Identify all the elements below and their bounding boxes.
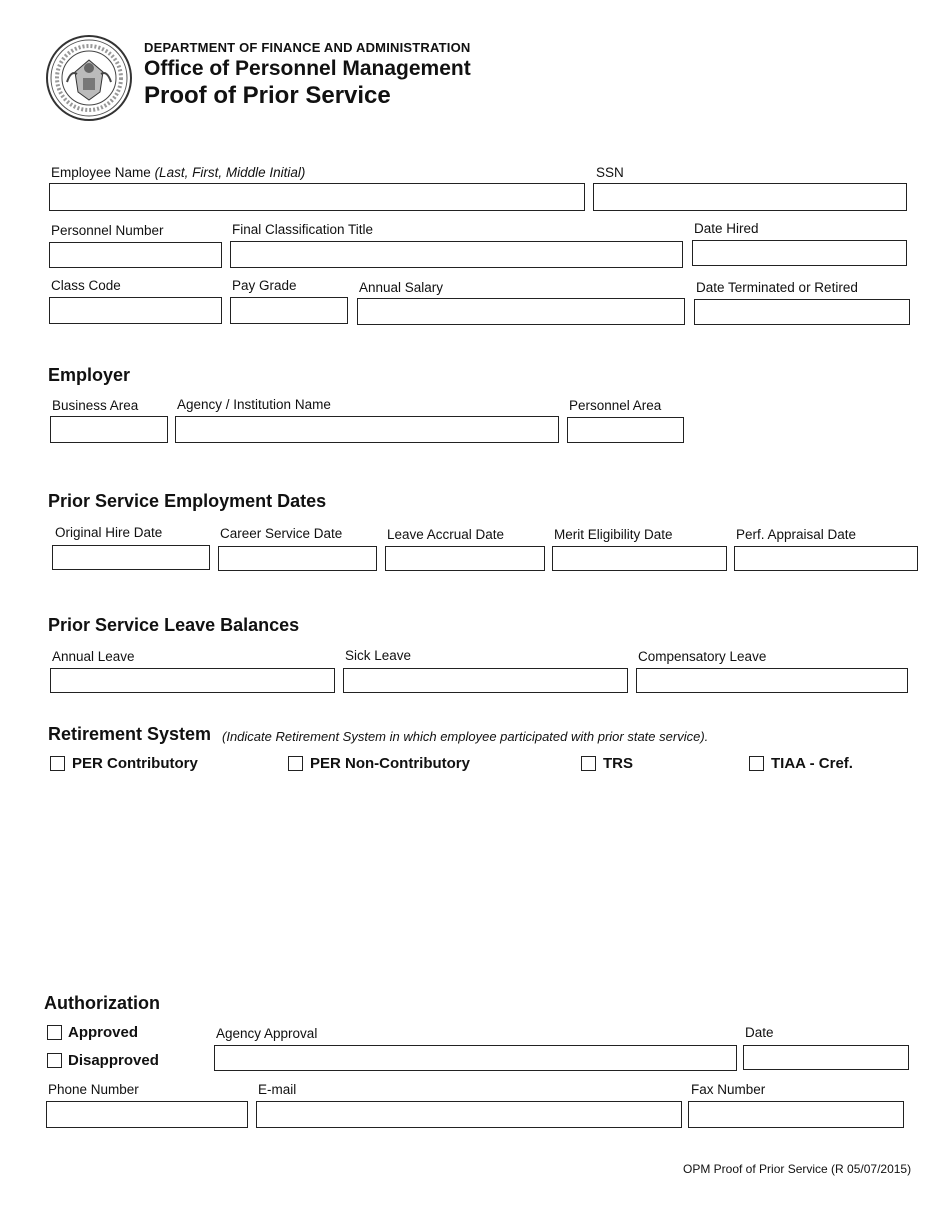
- fax-number-label: Fax Number: [691, 1082, 766, 1097]
- agency-approval-label: Agency Approval: [216, 1026, 318, 1041]
- date-terminated-label: Date Terminated or Retired: [696, 280, 858, 295]
- compensatory-leave-input[interactable]: [636, 668, 908, 693]
- tiaa-cref-label: TIAA - Cref.: [771, 755, 853, 772]
- perf-appraisal-input[interactable]: [734, 546, 918, 571]
- career-service-input[interactable]: [218, 546, 377, 571]
- business-area-input[interactable]: [50, 416, 168, 443]
- disapproved-checkbox[interactable]: [47, 1053, 62, 1068]
- merit-eligibility-label: Merit Eligibility Date: [554, 527, 673, 542]
- authorization-heading: Authorization: [44, 993, 160, 1013]
- retirement-note: (Indicate Retirement System in which employee participated with prior state service).: [222, 729, 709, 744]
- merit-eligibility-input[interactable]: [552, 546, 727, 571]
- pay-grade-input[interactable]: [230, 297, 348, 324]
- employer-heading: Employer: [48, 365, 131, 385]
- original-hire-label: Original Hire Date: [55, 525, 163, 540]
- employment-dates-heading: Prior Service Employment Dates: [48, 491, 327, 511]
- email-label: E-mail: [258, 1082, 297, 1097]
- employee-name-input[interactable]: [49, 183, 585, 211]
- career-service-label: Career Service Date: [220, 526, 343, 541]
- agency-name-label: Agency / Institution Name: [177, 397, 331, 412]
- annual-leave-input[interactable]: [50, 668, 335, 693]
- compensatory-leave-label: Compensatory Leave: [638, 649, 767, 664]
- annual-leave-label: Annual Leave: [52, 649, 135, 664]
- form-title: Proof of Prior Service: [144, 82, 391, 109]
- state-seal-icon: [45, 34, 133, 122]
- leave-accrual-input[interactable]: [385, 546, 545, 571]
- employee-name-hint: (Last, First, Middle Initial): [154, 165, 306, 180]
- date-hired-label: Date Hired: [694, 221, 759, 236]
- per-non-contributory-checkbox[interactable]: [288, 756, 303, 771]
- annual-salary-input[interactable]: [357, 298, 685, 325]
- personnel-area-input[interactable]: [567, 417, 684, 443]
- date-terminated-input[interactable]: [694, 299, 910, 325]
- final-classification-title-input[interactable]: [230, 241, 683, 268]
- sick-leave-input[interactable]: [343, 668, 628, 693]
- office-name: Office of Personnel Management: [144, 57, 471, 80]
- agency-name-input[interactable]: [175, 416, 559, 443]
- original-hire-input[interactable]: [52, 545, 210, 570]
- business-area-label: Business Area: [52, 398, 139, 413]
- per-contributory-checkbox[interactable]: [50, 756, 65, 771]
- final-classification-title-label: Final Classification Title: [232, 222, 374, 237]
- sick-leave-label: Sick Leave: [345, 648, 412, 663]
- pay-grade-label: Pay Grade: [232, 278, 297, 293]
- per-contributory-label: PER Contributory: [72, 755, 198, 772]
- employee-name-label: Employee Name (Last, First, Middle Initial): [51, 165, 306, 180]
- perf-appraisal-label: Perf. Appraisal Date: [736, 527, 857, 542]
- authorization-date-input[interactable]: [743, 1045, 909, 1070]
- form-revision: OPM Proof of Prior Service (R 05/07/2015): [683, 1162, 912, 1176]
- annual-salary-label: Annual Salary: [359, 280, 444, 295]
- ssn-input[interactable]: [593, 183, 907, 211]
- class-code-input[interactable]: [49, 297, 222, 324]
- authorization-date-label: Date: [745, 1025, 774, 1040]
- personnel-number-label: Personnel Number: [51, 223, 164, 238]
- trs-label: TRS: [603, 755, 633, 772]
- retirement-heading: Retirement System: [48, 724, 212, 744]
- personnel-area-label: Personnel Area: [569, 398, 662, 413]
- agency-approval-input[interactable]: [214, 1045, 737, 1071]
- department-name: DEPARTMENT OF FINANCE AND ADMINISTRATION: [144, 40, 471, 55]
- personnel-number-input[interactable]: [49, 242, 222, 268]
- leave-balances-heading: Prior Service Leave Balances: [48, 615, 300, 635]
- trs-checkbox[interactable]: [581, 756, 596, 771]
- class-code-label: Class Code: [51, 278, 121, 293]
- phone-number-label: Phone Number: [48, 1082, 139, 1097]
- ssn-label: SSN: [596, 165, 624, 180]
- disapproved-label: Disapproved: [68, 1052, 159, 1069]
- tiaa-cref-checkbox[interactable]: [749, 756, 764, 771]
- per-non-contributory-label: PER Non-Contributory: [310, 755, 470, 772]
- approved-checkbox[interactable]: [47, 1025, 62, 1040]
- leave-accrual-label: Leave Accrual Date: [387, 527, 505, 542]
- date-hired-input[interactable]: [692, 240, 907, 266]
- email-input[interactable]: [256, 1101, 682, 1128]
- fax-number-input[interactable]: [688, 1101, 904, 1128]
- phone-number-input[interactable]: [46, 1101, 248, 1128]
- approved-label: Approved: [68, 1024, 139, 1041]
